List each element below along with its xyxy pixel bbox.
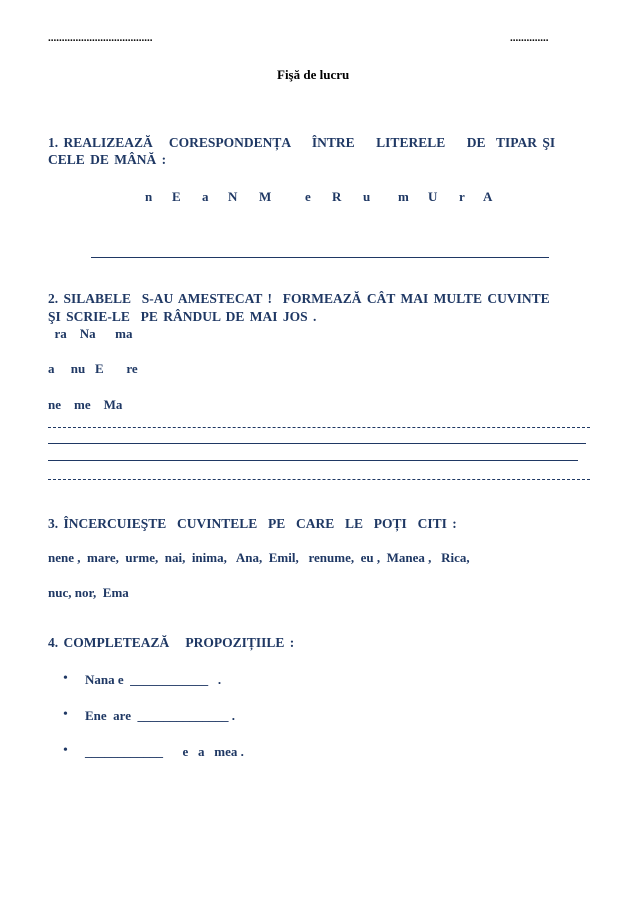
sentence-1[interactable]: Nana e ____________ . (85, 672, 222, 687)
letter: E (172, 189, 181, 204)
page-title: Fişă de lucru (277, 67, 350, 82)
letter: a (202, 189, 209, 204)
ex2-answer-line-2[interactable] (48, 443, 586, 444)
name-blank: ...................................... (48, 32, 153, 44)
letter: e (305, 189, 311, 204)
bullet-icon: • (63, 707, 68, 722)
bullet-icon: • (63, 743, 68, 758)
ex1-heading-line1: 1. REALIZEAZĂ CORESPONDENȚA ÎNTRE LITERELE DE TIPAR ŞI (48, 135, 556, 150)
syllables-row-1: ra Na ma (48, 326, 133, 341)
bullet-icon: • (63, 671, 68, 686)
ex2-heading-line1: 2. SILABELE S-AU AMESTECAT ! FORMEAZĂ CÂT MAI MULTE CUVINTE (48, 291, 550, 306)
letter: N (228, 189, 238, 204)
letter: M (259, 189, 272, 204)
ex3-words-line-2[interactable]: nuc, nor, Ema (48, 585, 129, 600)
ex1-answer-line[interactable] (91, 257, 549, 258)
letter: u (363, 189, 371, 204)
ex3-heading: 3. ÎNCERCUIEŞTE CUVINTELE PE CARE LE POȚI CITI : (48, 516, 457, 531)
ex4-heading: 4. COMPLETEAZĂ PROPOZIȚIILE : (48, 635, 295, 650)
syllables-row-2: a nu E re (48, 361, 138, 376)
letter: U (428, 189, 438, 204)
letter: r (459, 189, 465, 204)
ex3-words-line-1[interactable]: nene , mare, urme, nai, inima, Ana, Emil, renume, eu , Manea , Rica, (48, 550, 470, 565)
sentence-3[interactable]: ____________ e a mea . (85, 744, 244, 759)
ex2-answer-line-4[interactable] (48, 479, 590, 480)
ex2-heading-line2: ŞI SCRIE-LE PE RÂNDUL DE MAI JOS . (48, 309, 317, 324)
letter: m (398, 189, 409, 204)
letter: R (332, 189, 342, 204)
date-blank: .............. (510, 32, 549, 44)
ex1-heading-line2: CELE DE MÂNĂ : (48, 152, 167, 167)
ex2-answer-line-1[interactable] (48, 427, 590, 428)
letter: n (145, 189, 153, 204)
syllables-row-3: ne me Ma (48, 397, 123, 412)
ex2-answer-line-3[interactable] (48, 460, 578, 461)
sentence-2[interactable]: Ene are ______________ . (85, 708, 235, 723)
letter: A (483, 189, 493, 204)
